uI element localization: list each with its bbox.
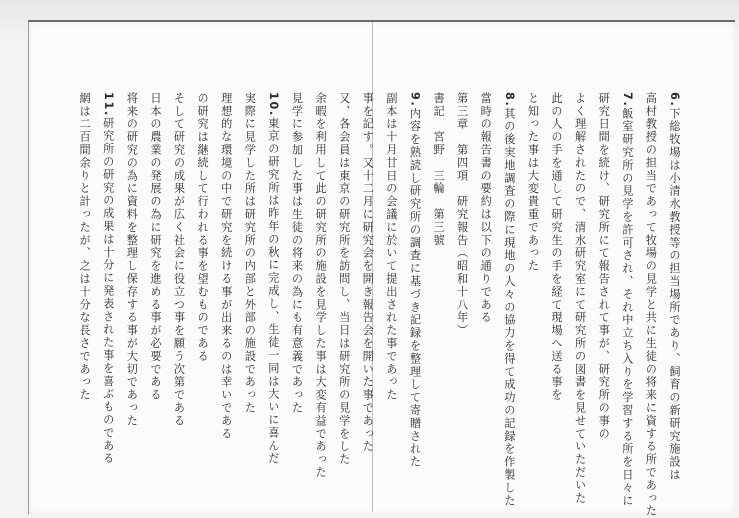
- manuscript-line: [639, 92, 663, 518]
- manuscript-line: [403, 92, 427, 469]
- manuscript-line: [332, 92, 356, 467]
- line-text: 書記 宮野 三輪 第三號: [432, 92, 446, 247]
- line-text: 網は二百間余りと計ったが、之は十分な長さであった: [78, 92, 92, 402]
- manuscript-line: [426, 92, 450, 440]
- manuscript-line: [261, 92, 285, 466]
- line-text: 副本は十月廿日の会議に於いて提出された事であった: [384, 92, 398, 402]
- line-text: 将来の研究の為に資料を整理し保存する事が大切であった: [125, 92, 139, 428]
- manuscript-line: [450, 92, 474, 440]
- line-text: 其の後実地調査の際に現地の人々の協力を得て成功の記録を作製した: [502, 107, 516, 508]
- item-number: 11.: [101, 92, 115, 117]
- manuscript-line: [662, 92, 686, 482]
- line-text: 理想的な環境の中で研究を続ける事が出来るのは幸いである: [219, 92, 233, 441]
- line-text: 飯室研究所の見学を許可され、それ中立ち入りを学習する所を日々に: [620, 107, 634, 508]
- manuscript-line: [379, 92, 403, 440]
- item-number: 9.: [408, 92, 422, 108]
- line-text: 第三章 第四項 研究報告（昭和十八年）: [455, 92, 469, 338]
- line-text: 日本の農業の発展の為に研究を進める事が必要である: [148, 92, 162, 402]
- manuscript-line: [521, 92, 545, 440]
- manuscript-line: [356, 92, 380, 454]
- line-text: そして研究の成果が広く社会に役立つ事を願う次第である: [172, 92, 186, 428]
- manuscript-line: [73, 92, 97, 440]
- item-number: 10.: [266, 92, 280, 117]
- item-number: 6.: [668, 92, 681, 108]
- manuscript-line: [568, 92, 592, 505]
- line-text: 見学に参加した事は生徒の将来の為にも有意義であった: [290, 92, 304, 415]
- line-text: 研究所の研究の成果は十分に発表された事を喜ぶものである: [101, 116, 115, 466]
- line-text: 事を記す。又十二月に研究会を開き報告会を開いた事であった: [361, 92, 375, 454]
- line-text: 當時の報告書の要約は以下の通りである: [479, 92, 493, 325]
- manuscript-line: [120, 92, 144, 440]
- line-text: 下総牧場は小清水教授等の担当場所であり、飼育の新研究施設は: [668, 107, 681, 482]
- manuscript-line: [592, 92, 616, 440]
- manuscript-line: [544, 92, 568, 440]
- line-text: 東京の研究所は昨年の秋に完成し、生徒一同は大いに喜んだ: [266, 116, 280, 466]
- line-text: の研究は継続して行われる事を望むものである: [196, 92, 210, 363]
- item-number: 8.: [502, 92, 516, 108]
- line-text: 又、各会員は東京の研究所を訪問し、当日は研究所の見学をした: [337, 92, 351, 467]
- manuscript-line: [191, 92, 215, 440]
- manuscript-line: [96, 92, 120, 466]
- manuscript-line: [285, 92, 309, 440]
- item-number: 7.: [620, 92, 634, 108]
- manuscript-line: [167, 92, 191, 440]
- line-text: 此の人の手を通して研究生の手を経て現場へ送る事を: [550, 92, 564, 402]
- handwritten-text-block: [78, 92, 686, 518]
- manuscript-line: [143, 92, 167, 440]
- line-text: よく理解されたので、清水研究室にて研究所の図書を見せていただいた: [573, 92, 587, 505]
- manuscript-line: [497, 92, 521, 508]
- line-text: と知った事は大変貴重であった: [526, 92, 540, 273]
- manuscript-line: [309, 92, 333, 479]
- manuscript-line: [214, 92, 238, 440]
- line-text: 余暇を利用して此の研究所の施設を見学した事は大変有益であった: [314, 92, 328, 479]
- line-text: 研究日間を続け、研究所にて報告されて事が、研究所の事の: [597, 92, 611, 441]
- line-text: 実際に見学した所は研究所の内部と外部の施設であった: [243, 92, 257, 415]
- line-text: 高村教授の担当であって牧場の見学と共に生徒の将来に資する所であった: [644, 92, 658, 518]
- line-text: 内容を熟読し研究所の調査に基づき記録を整理して寄贈された: [408, 107, 422, 469]
- manuscript-line: [474, 92, 498, 440]
- manuscript-line: [238, 92, 262, 440]
- manuscript-line: [615, 92, 639, 508]
